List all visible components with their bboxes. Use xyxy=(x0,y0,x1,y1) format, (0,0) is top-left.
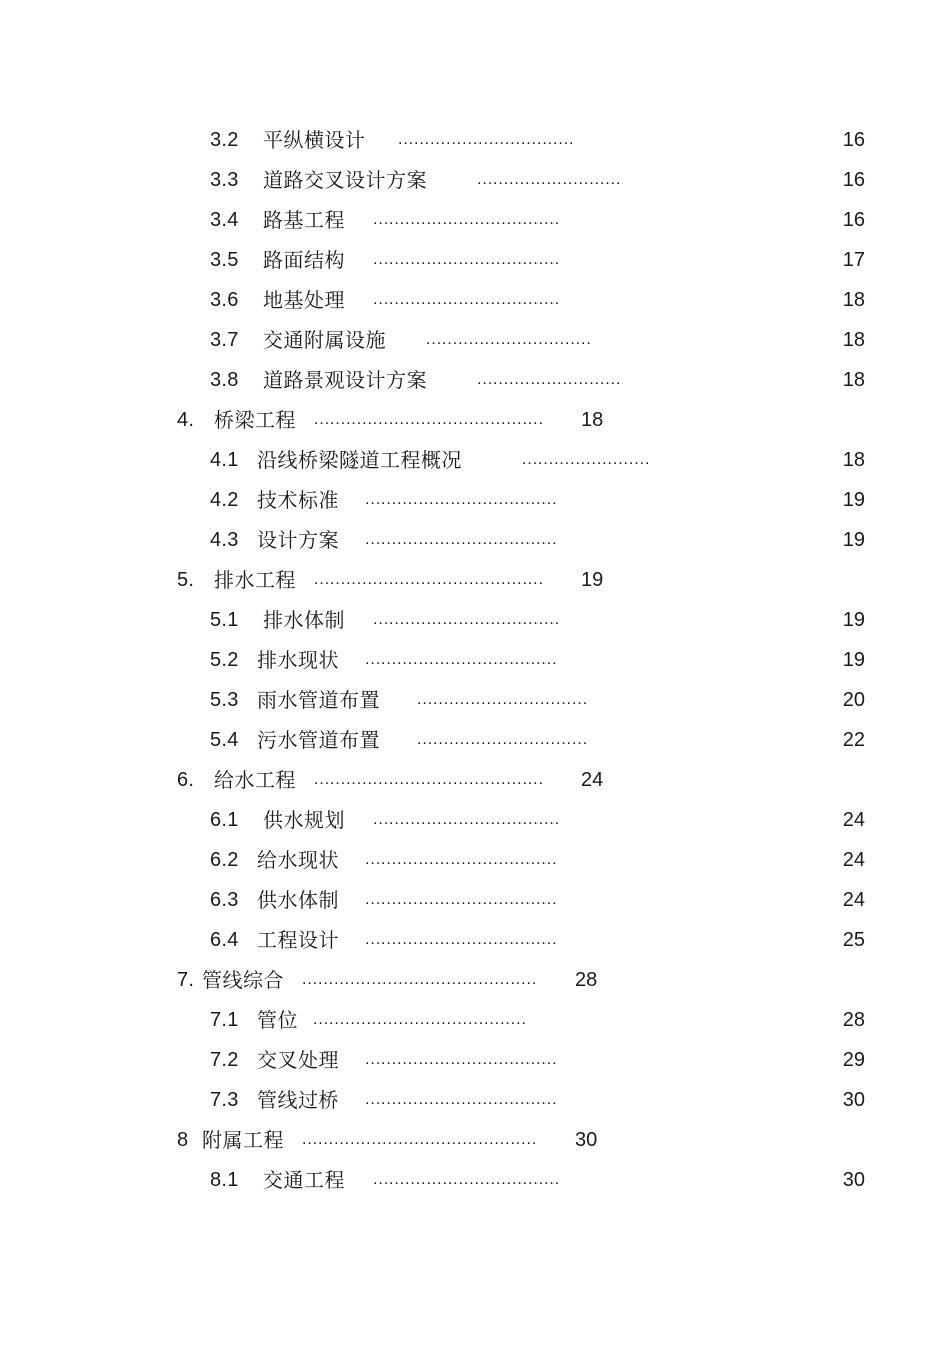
toc-entry-number: 5. xyxy=(177,569,195,591)
toc-entry[interactable] xyxy=(0,525,950,555)
toc-entry-page-number: 24 xyxy=(842,809,865,831)
toc-entry[interactable] xyxy=(0,1085,950,1115)
toc-entry[interactable] xyxy=(0,565,950,595)
toc-entry-leader-dots: ........................................... xyxy=(314,571,544,588)
toc-entry-title: 沿线桥梁隧道工程概况 xyxy=(257,448,462,472)
toc-entry-title: 排水现状 xyxy=(257,648,339,672)
toc-entry[interactable] xyxy=(0,245,950,275)
toc-entry-number: 7.2 xyxy=(210,1049,239,1071)
toc-entry-leader-dots: ........................................... xyxy=(314,411,544,428)
toc-entry-number: 5.4 xyxy=(210,729,239,751)
toc-entry-leader-dots: ............................................ xyxy=(302,1131,538,1148)
toc-entry[interactable] xyxy=(0,725,950,755)
toc-entry-title: 排水工程 xyxy=(214,568,296,592)
toc-entry-page-number: 28 xyxy=(842,1009,865,1031)
toc-entry-number: 5.3 xyxy=(210,689,239,711)
toc-entry-page-number: 18 xyxy=(842,449,865,471)
toc-entry-number: 3.2 xyxy=(210,129,239,151)
toc-entry-title: 路面结构 xyxy=(263,248,345,272)
toc-entry-title: 污水管道布置 xyxy=(257,728,380,752)
toc-entry-title: 道路交叉设计方案 xyxy=(263,168,427,192)
toc-entry[interactable] xyxy=(0,165,950,195)
toc-entry-leader-dots: ................................. xyxy=(398,131,575,148)
toc-entry-leader-dots: ................................... xyxy=(373,211,561,228)
toc-entry-leader-dots: ........................................ xyxy=(313,1011,527,1028)
toc-entry-number: 4.3 xyxy=(210,529,239,551)
toc-entry-page-number: 18 xyxy=(842,329,865,351)
toc-entry-leader-dots: .................................... xyxy=(365,851,558,868)
toc-entry[interactable] xyxy=(0,125,950,155)
toc-entry-title: 交通附属设施 xyxy=(263,328,386,352)
toc-entry[interactable] xyxy=(0,805,950,835)
toc-entry-title: 雨水管道布置 xyxy=(257,688,380,712)
toc-entry-title: 道路景观设计方案 xyxy=(263,368,427,392)
toc-entry-title: 供水体制 xyxy=(257,888,339,912)
toc-entry-leader-dots: ................................... xyxy=(373,811,561,828)
toc-entry-page-number: 18 xyxy=(581,409,604,431)
toc-entry-title: 排水体制 xyxy=(263,608,345,632)
toc-entry-page-number: 30 xyxy=(575,1129,598,1151)
toc-entry[interactable] xyxy=(0,445,950,475)
toc-entry-number: 6. xyxy=(177,769,195,791)
toc-entry-number: 8.1 xyxy=(210,1169,239,1191)
toc-entry-number: 6.4 xyxy=(210,929,239,951)
toc-entry-title: 附属工程 xyxy=(202,1128,284,1152)
toc-entry-leader-dots: .................................... xyxy=(365,931,558,948)
toc-entry[interactable] xyxy=(0,1005,950,1035)
toc-entry-leader-dots: ................................... xyxy=(373,611,561,628)
toc-entry-leader-dots: ............................................ xyxy=(302,971,538,988)
toc-entry[interactable] xyxy=(0,685,950,715)
toc-entry-number: 5.1 xyxy=(210,609,239,631)
toc-entry-leader-dots: .................................... xyxy=(365,1091,558,1108)
toc-entry-page-number: 25 xyxy=(842,929,865,951)
toc-entry-page-number: 20 xyxy=(842,689,865,711)
toc-entry-number: 6.3 xyxy=(210,889,239,911)
toc-entry-leader-dots: ............................... xyxy=(426,331,592,348)
toc-entry-number: 7. xyxy=(177,969,195,991)
toc-entry-title: 技术标准 xyxy=(257,488,339,512)
toc-entry-page-number: 19 xyxy=(842,649,865,671)
toc-entry[interactable] xyxy=(0,885,950,915)
toc-entry[interactable] xyxy=(0,925,950,955)
toc-entry-page-number: 19 xyxy=(842,609,865,631)
toc-entry-number: 6.1 xyxy=(210,809,239,831)
toc-entry-title: 给水现状 xyxy=(257,848,339,872)
toc-entry[interactable] xyxy=(0,365,950,395)
toc-entry-page-number: 29 xyxy=(842,1049,865,1071)
toc-entry-page-number: 24 xyxy=(842,889,865,911)
toc-entry-page-number: 16 xyxy=(842,209,865,231)
toc-entry-page-number: 30 xyxy=(842,1169,865,1191)
toc-entry-page-number: 17 xyxy=(842,249,865,271)
toc-entry-page-number: 18 xyxy=(842,369,865,391)
toc-entry-leader-dots: ................................ xyxy=(417,691,589,708)
toc-entry[interactable] xyxy=(0,285,950,315)
toc-entry-page-number: 28 xyxy=(575,969,598,991)
toc-entry[interactable] xyxy=(0,205,950,235)
toc-entry-leader-dots: ........................... xyxy=(477,371,622,388)
toc-entry-title: 桥梁工程 xyxy=(214,408,296,432)
toc-entry-title: 路基工程 xyxy=(263,208,345,232)
toc-entry-leader-dots: ................................... xyxy=(373,1171,561,1188)
toc-entry[interactable] xyxy=(0,1045,950,1075)
toc-entry-title: 管线过桥 xyxy=(257,1088,339,1112)
toc-entry-leader-dots: ................................... xyxy=(373,251,561,268)
toc-entry[interactable] xyxy=(0,1165,950,1195)
toc-entry[interactable] xyxy=(0,325,950,355)
toc-entry-number: 4. xyxy=(177,409,195,431)
toc-entry-number: 4.2 xyxy=(210,489,239,511)
toc-entry-leader-dots: ................................... xyxy=(373,291,561,308)
toc-entry-number: 6.2 xyxy=(210,849,239,871)
toc-entry-number: 4.1 xyxy=(210,449,239,471)
toc-entry-leader-dots: .................................... xyxy=(365,651,558,668)
toc-entry-leader-dots: ................................ xyxy=(417,731,589,748)
toc-entry-page-number: 22 xyxy=(842,729,865,751)
toc-entry-title: 交叉处理 xyxy=(257,1048,339,1072)
toc-entry-number: 3.7 xyxy=(210,329,239,351)
toc-entry-page-number: 16 xyxy=(842,129,865,151)
toc-entry-leader-dots: ........................... xyxy=(477,171,622,188)
toc-entry[interactable] xyxy=(0,845,950,875)
toc-entry-leader-dots: .................................... xyxy=(365,1051,558,1068)
toc-entry-leader-dots: ........................ xyxy=(522,451,651,468)
toc-entry[interactable] xyxy=(0,765,950,795)
toc-entry-number: 3.6 xyxy=(210,289,239,311)
toc-entry-page-number: 19 xyxy=(842,529,865,551)
toc-entry-page-number: 24 xyxy=(842,849,865,871)
toc-entry-number: 3.8 xyxy=(210,369,239,391)
toc-entry-title: 管位 xyxy=(257,1008,298,1032)
toc-entry-title: 地基处理 xyxy=(263,288,345,312)
toc-entry[interactable] xyxy=(0,1125,950,1155)
toc-entry-page-number: 24 xyxy=(581,769,604,791)
toc-entry-leader-dots: .................................... xyxy=(365,491,558,508)
toc-entry-number: 8 xyxy=(177,1129,189,1151)
toc-entry[interactable] xyxy=(0,405,950,435)
toc-entry-number: 7.1 xyxy=(210,1009,239,1031)
toc-entry-number: 3.3 xyxy=(210,169,239,191)
toc-entry[interactable] xyxy=(0,485,950,515)
toc-entry[interactable] xyxy=(0,965,950,995)
toc-entry-page-number: 19 xyxy=(581,569,604,591)
toc-entry-number: 5.2 xyxy=(210,649,239,671)
toc-entry[interactable] xyxy=(0,605,950,635)
toc-entry-page-number: 18 xyxy=(842,289,865,311)
toc-entry-page-number: 16 xyxy=(842,169,865,191)
toc-entry-leader-dots: .................................... xyxy=(365,891,558,908)
toc-entry-page-number: 19 xyxy=(842,489,865,511)
toc-entry-leader-dots: .................................... xyxy=(365,531,558,548)
toc-entry-leader-dots: ........................................... xyxy=(314,771,544,788)
toc-entry-title: 设计方案 xyxy=(257,528,339,552)
toc-entry-title: 给水工程 xyxy=(214,768,296,792)
toc-entry-title: 工程设计 xyxy=(257,928,339,952)
toc-entry[interactable] xyxy=(0,645,950,675)
toc-entry-title: 交通工程 xyxy=(263,1168,345,1192)
toc-entry-title: 供水规划 xyxy=(263,808,345,832)
toc-entry-title: 平纵横设计 xyxy=(263,128,366,152)
toc-entry-title: 管线综合 xyxy=(202,968,284,992)
toc-entry-page-number: 30 xyxy=(842,1089,865,1111)
toc-entry-number: 3.5 xyxy=(210,249,239,271)
toc-entry-number: 3.4 xyxy=(210,209,239,231)
toc-entry-number: 7.3 xyxy=(210,1089,239,1111)
